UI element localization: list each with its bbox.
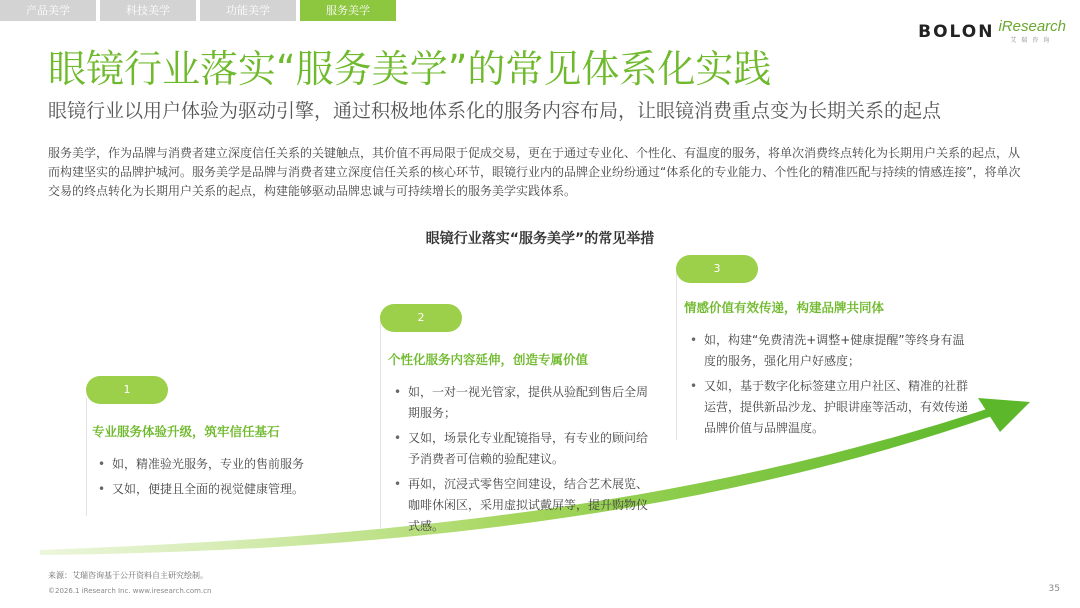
step-2-connector <box>380 318 381 528</box>
page-subtitle: 眼镜行业以用户体验为驱动引擎，通过积极地体系化的服务内容布局，让眼镜消费重点变为长期关系的起点 <box>48 100 942 122</box>
page-number: 35 <box>1048 584 1060 594</box>
step-1-badge: 1 <box>86 376 168 404</box>
bolon-logo: BOLON <box>918 22 995 42</box>
list-item: • 如，一对一视光管家，提供从验配到售后全周期服务； <box>388 382 650 424</box>
list-item: • 如，精准验光服务，专业的售前服务 <box>92 454 362 475</box>
step-3-title: 情感价值有效传递，构建品牌共同体 <box>684 300 885 315</box>
list-item: • 如，构建“免费清洗+调整+健康提醒”等终身有温度的服务，强化用户好感度； <box>684 330 974 372</box>
tab-product-aesthetics[interactable]: 产品美学 <box>0 0 96 21</box>
source-note: 来源：艾瑞咨询基于公开资料自主研究绘制。 <box>48 571 208 580</box>
list-item: • 又如，基于数字化标签建立用户社区、精准的社群运营，提供新品沙龙、护眼讲座等活动，有效传递品牌价值与品牌温度。 <box>684 376 974 439</box>
copyright-note: ©2026.1 iResearch Inc. www.iresearch.com.cn <box>48 587 212 595</box>
list-item: • 再如，沉浸式零售空间建设，结合艺术展览、咖啡休闲区，采用虚拟试戴屏等，提升购物仪式感。 <box>388 474 650 537</box>
step-3-bullets <box>684 330 974 439</box>
step-3-card <box>684 298 974 443</box>
step-1-title: 专业服务体验升级，筑牢信任基石 <box>92 424 280 439</box>
intro-paragraph: 服务美学，作为品牌与消费者建立深度信任关系的关键触点，其价值不再局限于促成交易，更在于通过专业化、个性化、有温度的服务，将单次消费终点转化为长期用户关系的起点，从而构建坚实的品牌护城河。服务美学是品牌与消费者建立深度信任关系的核心环节，眼镜行业内的品牌企业纷纷通过“体系化的专业能力、个性化的精准匹配与持续的情感连接”，将单次交易的终点转化为长期用户关系的起点，构建能够驱动品牌忠诚与可持续增长的服务美学实践体系。 <box>48 146 1021 198</box>
step-3-connector <box>676 270 677 440</box>
step-2-bullets <box>388 382 650 537</box>
step-1-card <box>92 422 362 504</box>
tab-tech-aesthetics[interactable]: 科技美学 <box>100 0 196 21</box>
step-2-card <box>388 350 650 541</box>
iresearch-logo-cn: 艾瑞咨询 <box>1010 37 1055 44</box>
step-2-title: 个性化服务内容延伸，创造专属价值 <box>388 352 589 367</box>
list-item: • 又如，便捷且全面的视觉健康管理。 <box>92 479 362 500</box>
step-2-badge: 2 <box>380 304 462 332</box>
step-1-connector <box>86 398 87 516</box>
iresearch-logo-word: iResearch <box>998 18 1066 35</box>
step-3-badge: 3 <box>676 255 758 283</box>
page-title: 眼镜行业落实“服务美学”的常见体系化实践 <box>48 47 772 91</box>
section-title: 眼镜行业落实“服务美学”的常见举措 <box>425 231 655 247</box>
list-item: • 又如，场景化专业配镜指导，有专业的顾问给予消费者可信赖的验配建议。 <box>388 428 650 470</box>
tab-service-aesthetics[interactable]: 服务美学 <box>300 0 396 21</box>
tab-function-aesthetics[interactable]: 功能美学 <box>200 0 296 21</box>
step-1-bullets <box>92 454 362 500</box>
